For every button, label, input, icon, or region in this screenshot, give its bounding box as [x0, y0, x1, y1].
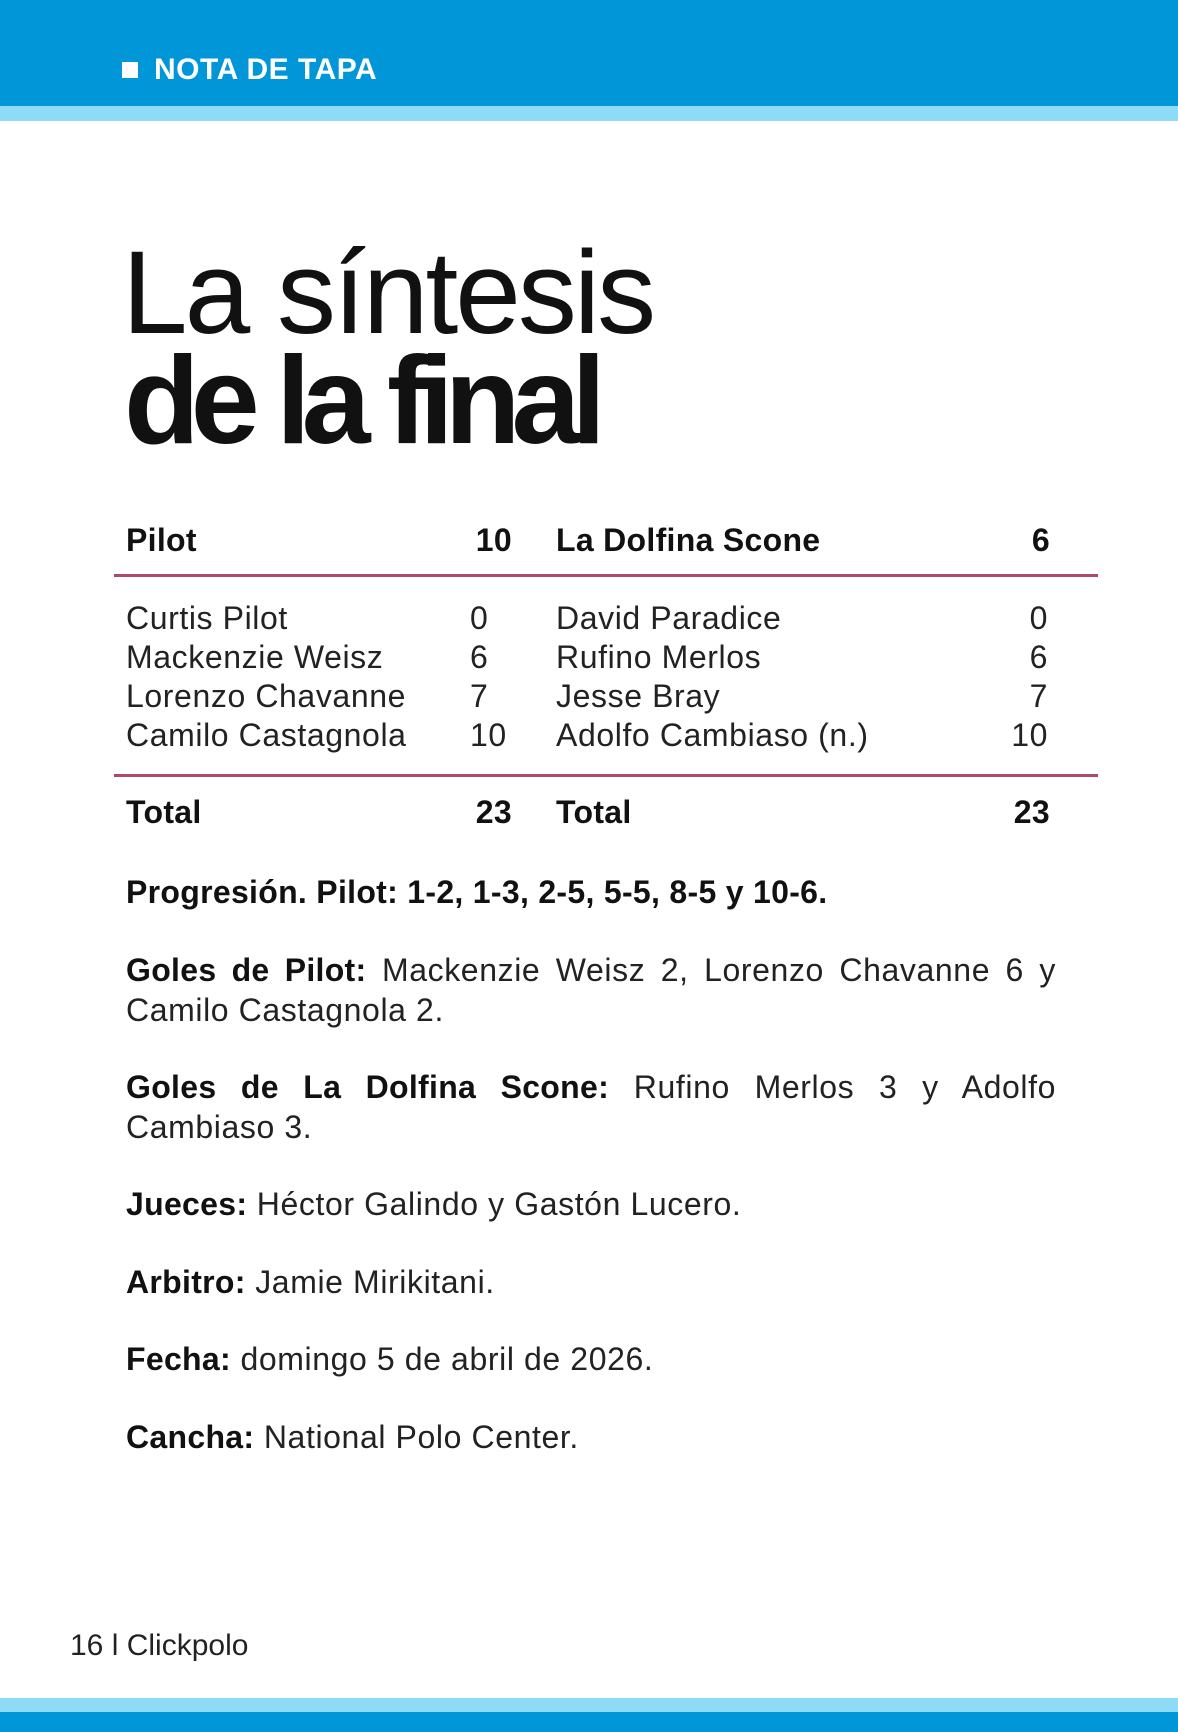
goles-dolfina-label: Goles de La Dolfina Scone:: [126, 1069, 610, 1105]
player-name: Lorenzo Chavanne: [126, 678, 407, 714]
goles-pilot-label: Goles de Pilot:: [126, 952, 367, 988]
team-right-score: 6: [1031, 522, 1050, 558]
footer-bar: [0, 1712, 1178, 1732]
player-name: Curtis Pilot: [126, 600, 288, 636]
player-handicap: 0: [470, 600, 489, 636]
player-name: David Paradice: [556, 600, 782, 636]
cancha-label: Cancha:: [126, 1419, 255, 1455]
arbitro: [126, 1262, 1056, 1302]
cancha-text: National Polo Center.: [254, 1419, 579, 1455]
section-square-icon: [122, 62, 138, 78]
title-line-2: de la final: [124, 332, 597, 470]
player-handicap: 7: [470, 678, 489, 714]
player-handicap: 6: [1029, 639, 1048, 675]
goles-pilot: [126, 950, 1056, 1030]
fecha-label: Fecha:: [126, 1341, 231, 1377]
title-line-1: La síntesis: [122, 227, 654, 359]
fecha: [126, 1339, 1056, 1379]
rule-bottom: [114, 774, 1098, 777]
goles-dolfina-text: Rufino Merlos 3 y Adolfo Cambiaso 3.: [126, 1069, 1056, 1145]
page-footer: 16 l Clickpolo: [70, 1629, 249, 1662]
cancha: [126, 1417, 1056, 1457]
total-left-value: 23: [475, 794, 512, 830]
jueces-text: Héctor Galindo y Gastón Lucero.: [247, 1186, 742, 1222]
player-handicap: 6: [470, 639, 489, 675]
goles-pilot-text: Mackenzie Weisz 2, Lorenzo Chavanne 6 y Camilo Castagnola 2.: [126, 952, 1057, 1028]
player-handicap: 10: [1011, 717, 1048, 753]
team-left-score: 10: [475, 522, 512, 558]
team-left-name: Pilot: [126, 522, 197, 558]
section-label: NOTA DE TAPA: [154, 53, 378, 86]
jueces: [126, 1184, 1056, 1224]
header-stripe: [0, 106, 1178, 121]
player-name: Mackenzie Weisz: [126, 639, 384, 675]
goles-dolfina: [126, 1067, 1056, 1147]
footer-stripe: [0, 1698, 1178, 1712]
total-right-label: Total: [556, 794, 632, 830]
player-handicap: 10: [470, 717, 507, 753]
total-left-label: Total: [126, 794, 202, 830]
player-name: Rufino Merlos: [556, 639, 762, 675]
fecha-text: domingo 5 de abril de 2026.: [230, 1341, 654, 1377]
progresion-text: Progresión. Pilot: 1-2, 1-3, 2-5, 5-5, 8-5 y 10-6.: [126, 874, 828, 910]
progresion: [126, 872, 1056, 912]
team-right-name: La Dolfina Scone: [556, 522, 821, 558]
player-name: Adolfo Cambiaso (n.): [556, 717, 869, 753]
player-handicap: 7: [1029, 678, 1048, 714]
arbitro-text: Jamie Mirikitani.: [245, 1264, 495, 1300]
player-name: Jesse Bray: [556, 678, 721, 714]
arbitro-label: Arbitro:: [126, 1264, 246, 1300]
player-name: Camilo Castagnola: [126, 717, 407, 753]
total-right-value: 23: [1013, 794, 1050, 830]
player-handicap: 0: [1029, 600, 1048, 636]
jueces-label: Jueces:: [126, 1186, 248, 1222]
rule-top: [114, 574, 1098, 577]
